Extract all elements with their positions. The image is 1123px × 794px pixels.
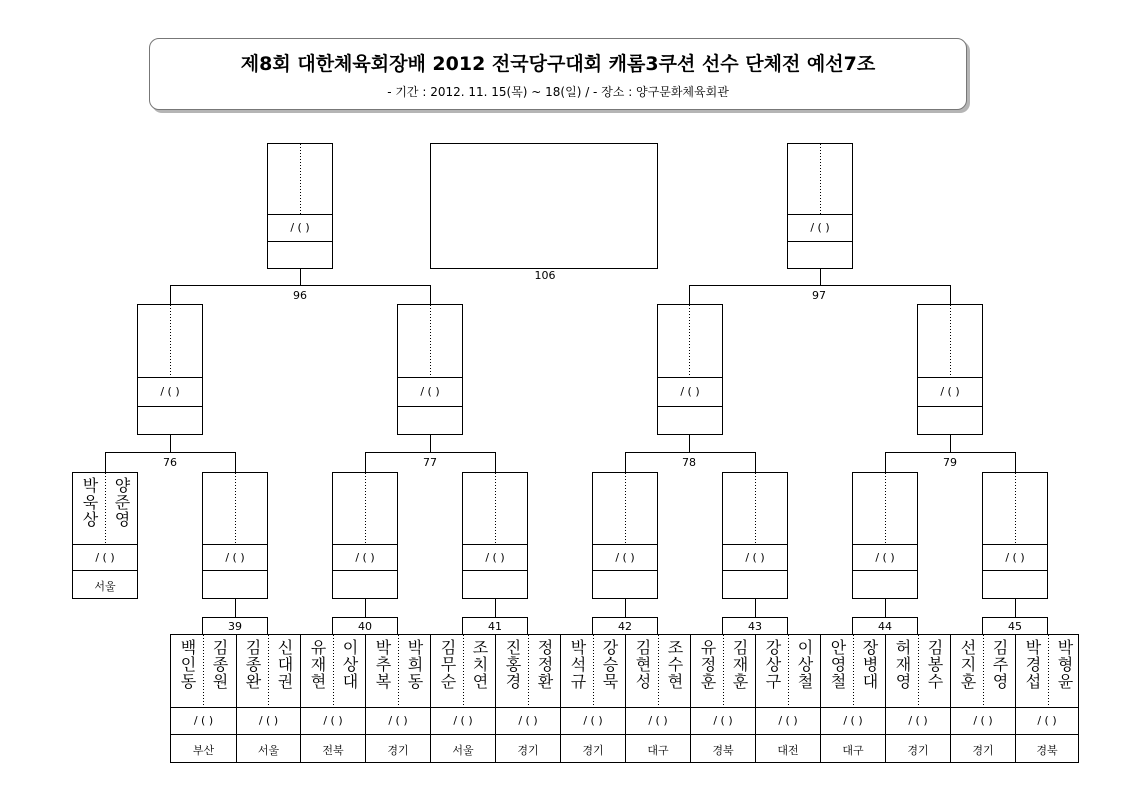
team-player: 조치연 [470,639,489,690]
score-slot: / ( ) [940,385,960,398]
score-slot: / ( ) [355,551,375,564]
team-player: 김현성 [633,639,652,690]
team-player: 선지훈 [958,639,977,690]
team-player: 유재현 [308,639,327,690]
match-number-40: 40 [358,620,372,633]
page-title: 제8회 대한체육회장배 2012 전국당구대회 캐롬3쿠션 선수 단체전 예선7조 [240,53,876,75]
match-number-76: 76 [163,456,177,469]
team-player: 김봉수 [925,639,944,690]
score-slot: / ( ) [648,714,668,727]
score-slot: / ( ) [908,714,928,727]
team-player: 조수현 [665,639,684,690]
score-slot: / ( ) [193,714,214,727]
bye-player-1: 박욱상 [80,477,99,528]
team-player: 이상철 [795,639,814,690]
team-region: 대전 [777,744,799,757]
score-slot: / ( ) [485,551,505,564]
team-player: 진홍경 [503,639,522,690]
team-region: 대구 [647,744,669,757]
score-slot: / ( ) [680,385,700,398]
team-player: 박희동 [405,639,424,690]
team-player: 허재영 [893,639,912,690]
team-player: 김주영 [990,639,1009,690]
team-player: 백인동 [178,639,197,690]
team-region: 전북 [322,744,344,757]
team-region: 경기 [972,744,994,757]
team-player: 박석규 [568,639,587,690]
team-player: 유정훈 [698,639,717,690]
score-slot: / ( ) [160,385,180,398]
team-region: 경기 [582,744,604,757]
score-slot: / ( ) [258,714,279,727]
bye-region: 서울 [94,580,116,593]
match-number-42: 42 [618,620,632,633]
team-player: 김종완 [243,639,262,690]
team-region: 경북 [712,744,734,757]
team-player: 이상대 [340,639,359,690]
team-region: 부산 [192,744,215,757]
match-number-96: 96 [293,289,307,302]
score-slot: / ( ) [745,551,765,564]
score-slot: / ( ) [810,221,830,234]
score-slot: / ( ) [875,551,895,564]
team-player: 정정환 [535,639,554,690]
team-player: 안영철 [828,639,847,690]
match-number-78: 78 [682,456,696,469]
team-player: 김재훈 [730,639,749,690]
score-slot: / ( ) [1005,551,1025,564]
team-region: 경기 [907,744,929,757]
score-slot: / ( ) [713,714,733,727]
team-region: 서울 [257,744,280,757]
match-number-97: 97 [812,289,826,302]
score-slot: / ( ) [1037,714,1057,727]
match-number-45: 45 [1008,620,1022,633]
score-slot: / ( ) [290,221,310,234]
match-number-77: 77 [423,456,437,469]
team-player: 신대권 [275,639,294,690]
score-slot: / ( ) [778,714,798,727]
score-slot: / ( ) [615,551,635,564]
match-number-44: 44 [878,620,892,633]
score-slot: / ( ) [843,714,863,727]
team-player: 강승묵 [600,639,619,690]
team-region: 경북 [1036,744,1058,757]
score-slot: / ( ) [453,714,473,727]
team-region: 서울 [452,744,474,757]
team-player: 강상구 [763,639,782,690]
team-player: 박경섭 [1023,639,1042,690]
score-slot: / ( ) [95,551,115,564]
match-number-41: 41 [488,620,502,633]
team-player: 박형윤 [1055,639,1074,690]
team-player: 김종원 [210,639,229,690]
team-region: 경기 [387,744,409,757]
score-slot: / ( ) [323,714,343,727]
match-number-43: 43 [748,620,762,633]
score-slot: / ( ) [225,551,245,564]
team-player: 장병대 [860,639,879,690]
score-slot: / ( ) [388,714,408,727]
score-slot: / ( ) [518,714,538,727]
team-region: 대구 [842,744,864,757]
match-number-106: 106 [534,269,556,282]
page-subtitle: - 기간 : 2012. 11. 15(목) ~ 18(일) / - 장소 : 양구문화체육회관 [387,85,729,99]
team-region: 경기 [517,744,539,757]
score-slot: / ( ) [973,714,993,727]
team-player: 박추복 [373,639,392,690]
score-slot: / ( ) [583,714,603,727]
team-player: 김무순 [438,639,457,690]
score-slot: / ( ) [420,385,440,398]
match-number-39: 39 [228,620,242,633]
final-box [431,144,658,269]
match-number-79: 79 [943,456,957,469]
bye-player-2: 양준영 [112,477,131,528]
